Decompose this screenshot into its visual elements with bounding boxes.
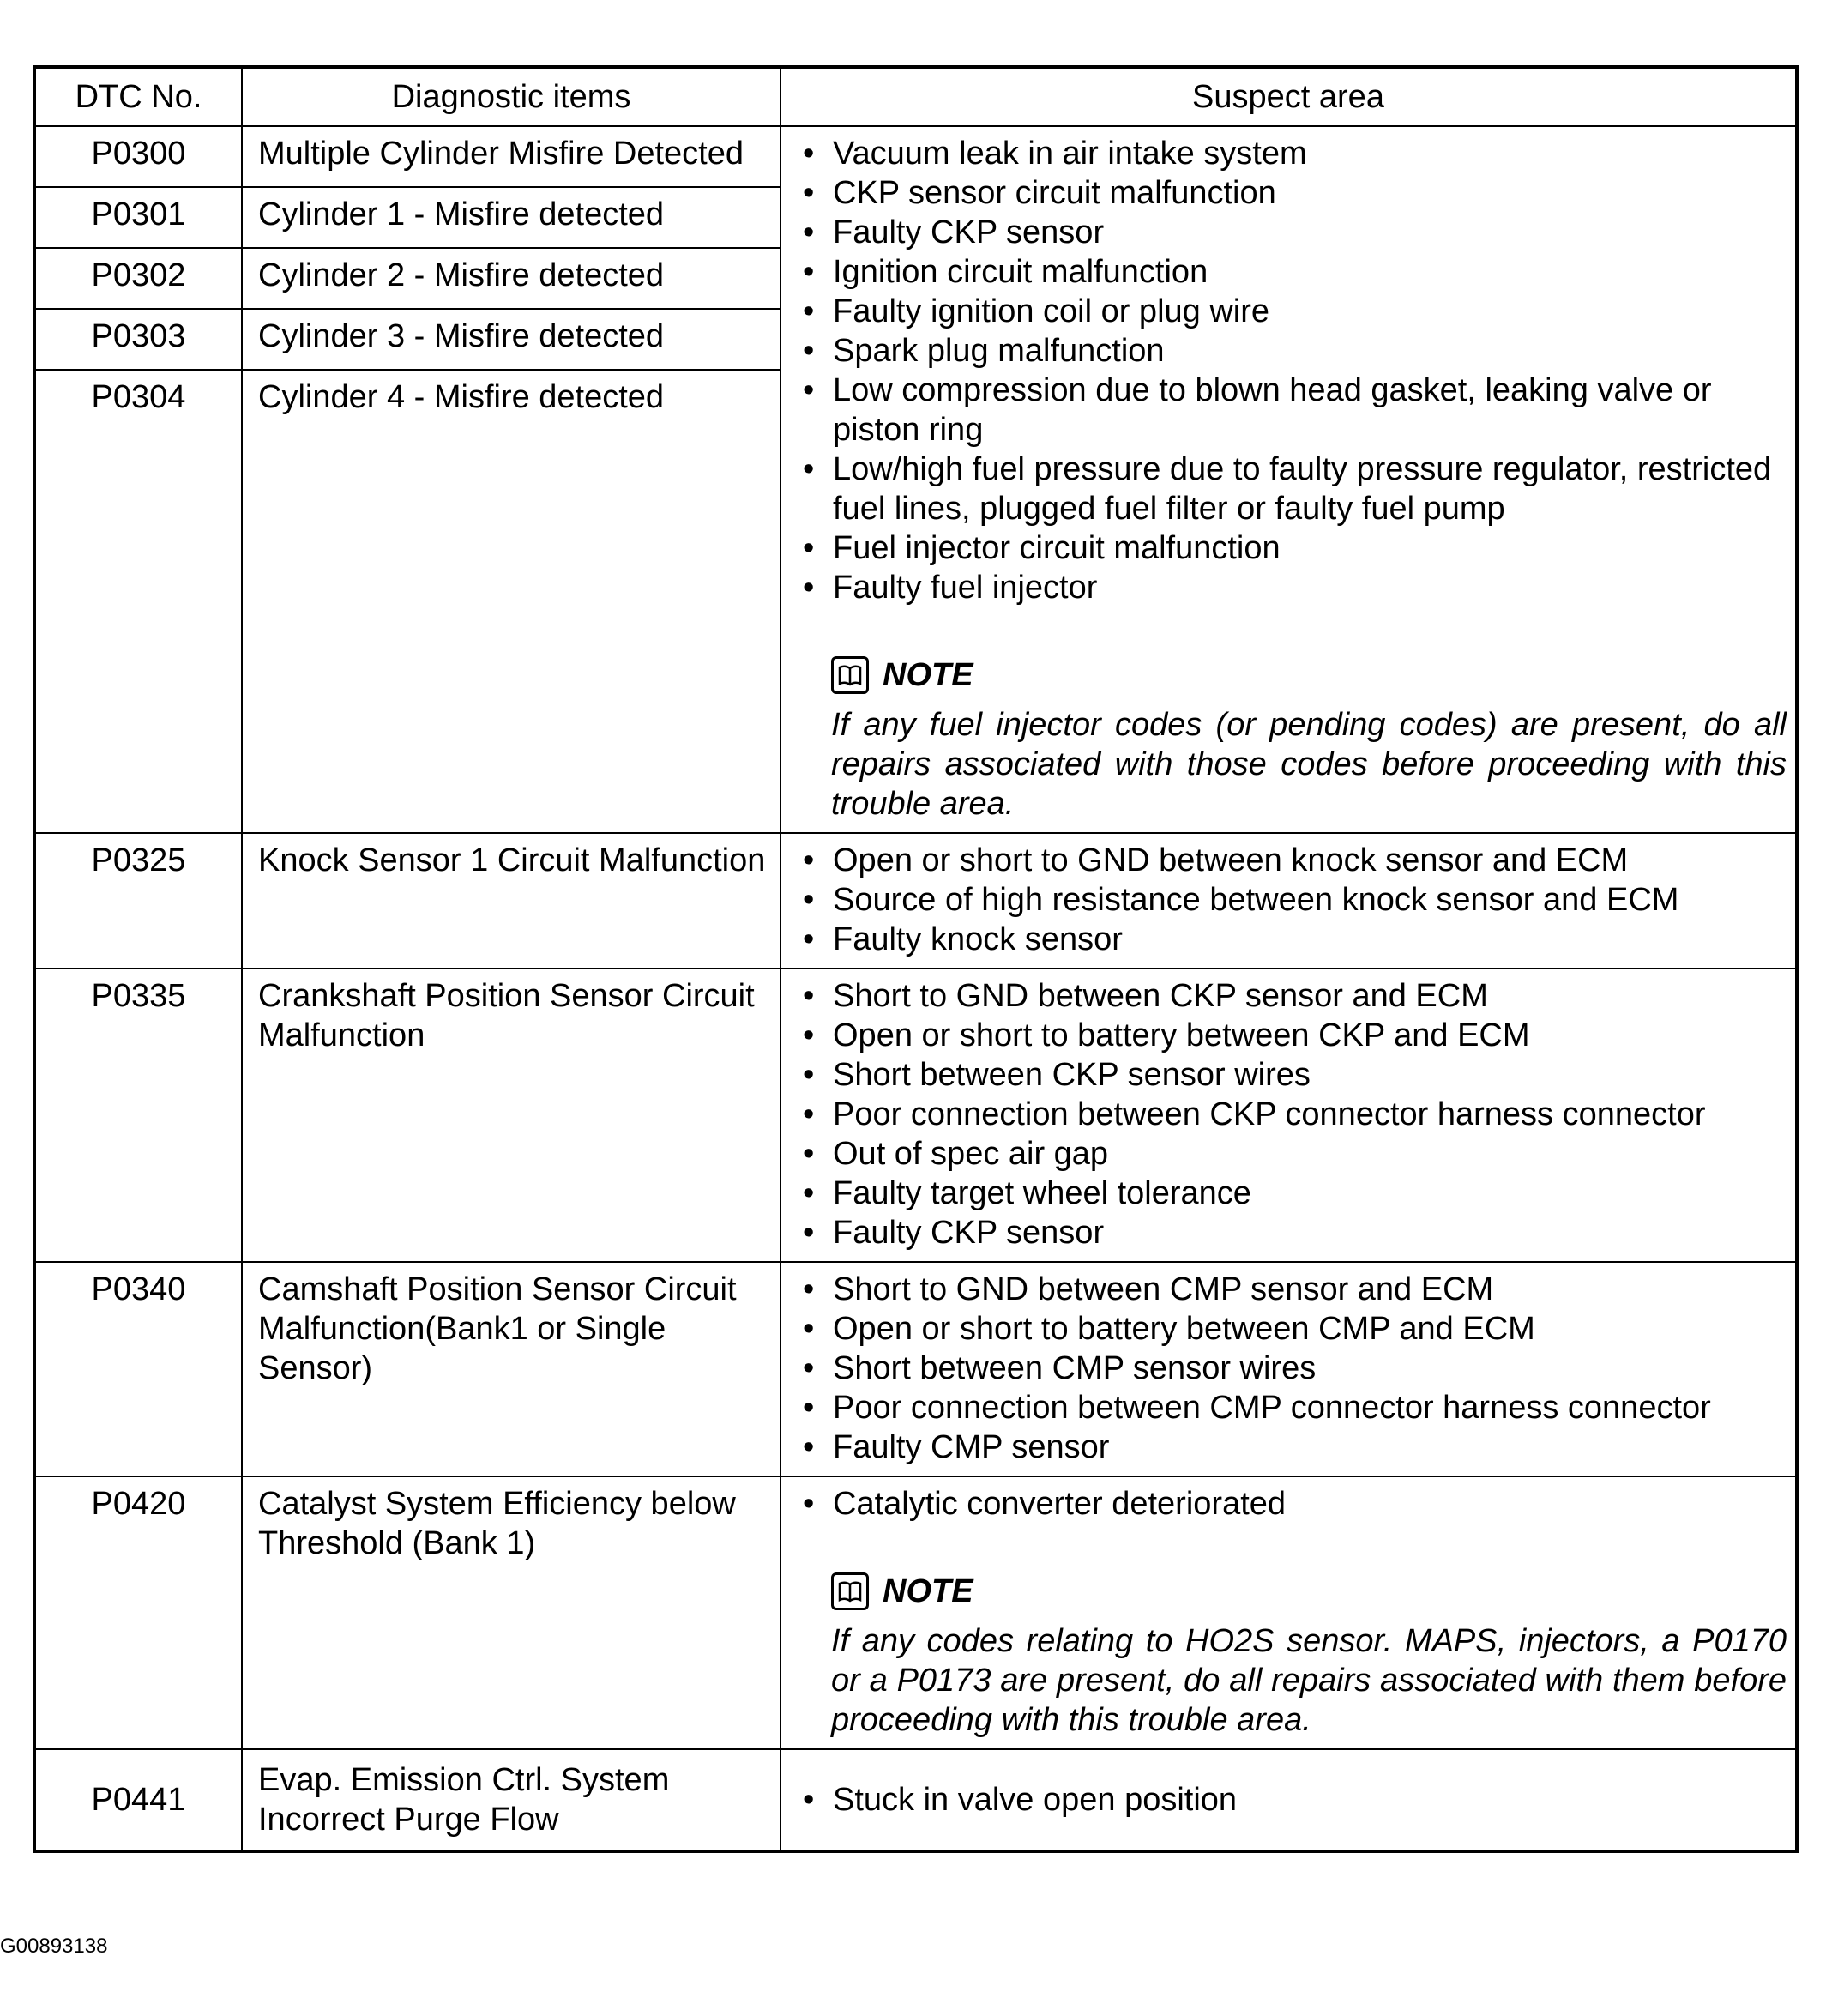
list-item: • Faulty target wheel tolerance — [798, 1174, 1787, 1213]
dtc-code: P0420 — [34, 1476, 242, 1749]
diagnostic-item: Multiple Cylinder Misfire Detected — [242, 126, 780, 187]
header-suspect-area: Suspect area — [780, 67, 1797, 126]
table-row — [34, 969, 1797, 1262]
suspect-area — [780, 969, 1797, 1262]
list-item: • Fuel injector circuit malfunction — [798, 528, 1787, 568]
book-icon — [831, 656, 869, 694]
diagnostic-item: Knock Sensor 1 Circuit Malfunction — [242, 833, 780, 969]
list-item: • CKP sensor circuit malfunction — [798, 173, 1787, 213]
note-text: If any fuel injector codes (or pending codes) are present, do all repairs associated with those codes before proceeding with this trouble area. — [831, 707, 1787, 822]
suspect-area — [780, 1749, 1797, 1851]
list-item: • Faulty ignition coil or plug wire — [798, 292, 1787, 331]
list-item: • Short to GND between CKP sensor and ECM — [798, 976, 1787, 1016]
suspect-list — [798, 1270, 1787, 1467]
list-item: • Ignition circuit malfunction — [798, 252, 1787, 292]
note-title: NOTE — [883, 657, 973, 693]
suspect-list — [798, 1780, 1787, 1820]
header-dtc-no: DTC No. — [34, 67, 242, 126]
dtc-code: P0302 — [34, 248, 242, 309]
diagnostic-item: Cylinder 4 - Misfire detected — [242, 370, 780, 833]
note-text: If any codes relating to HO2S sensor. MAPS, injectors, a P0170 or a P0173 are present, do all repairs associated with them before proceeding with this trouble area. — [831, 1623, 1787, 1738]
table-row — [34, 126, 1797, 187]
list-item: • Spark plug malfunction — [798, 331, 1787, 371]
diagnostic-item: Cylinder 1 - Misfire detected — [242, 187, 780, 248]
list-item: • Vacuum leak in air intake system — [798, 134, 1787, 173]
list-item: • Faulty CMP sensor — [798, 1427, 1787, 1467]
dtc-code: P0340 — [34, 1262, 242, 1476]
suspect-list — [798, 1484, 1787, 1524]
list-item: • Out of spec air gap — [798, 1134, 1787, 1174]
list-item: • Source of high resistance between knock sensor and ECM — [798, 880, 1787, 920]
diagnostic-item: Cylinder 2 - Misfire detected — [242, 248, 780, 309]
list-item: • Short between CKP sensor wires — [798, 1055, 1787, 1095]
diagnostic-item: Evap. Emission Ctrl. System Incorrect Purge Flow — [242, 1749, 780, 1851]
note-heading — [831, 1572, 1787, 1611]
figure-caption: G00893138 — [0, 1935, 108, 1958]
table-row — [34, 1749, 1797, 1851]
dtc-table — [33, 65, 1799, 1853]
dtc-code: P0325 — [34, 833, 242, 969]
diagnostic-item: Catalyst System Efficiency below Threshold (Bank 1) — [242, 1476, 780, 1749]
header-diagnostic-items: Diagnostic items — [242, 67, 780, 126]
suspect-area — [780, 126, 1797, 833]
list-item: • Stuck in valve open position — [798, 1780, 1787, 1820]
suspect-area — [780, 1262, 1797, 1476]
dtc-code: P0335 — [34, 969, 242, 1262]
suspect-area — [780, 1476, 1797, 1749]
header-row — [34, 67, 1797, 126]
list-item: • Open or short to battery between CMP and ECM — [798, 1309, 1787, 1349]
list-item: • Poor connection between CMP connector harness connector — [798, 1388, 1787, 1427]
dtc-code: P0301 — [34, 187, 242, 248]
table-row — [34, 1476, 1797, 1749]
suspect-list — [798, 976, 1787, 1252]
note-title: NOTE — [883, 1573, 973, 1609]
list-item: • Poor connection between CKP connector harness connector — [798, 1095, 1787, 1134]
diagnostic-item: Camshaft Position Sensor Circuit Malfunction(Bank1 or Single Sensor) — [242, 1262, 780, 1476]
list-item: • Short between CMP sensor wires — [798, 1349, 1787, 1388]
list-item: • Catalytic converter deteriorated — [798, 1484, 1787, 1524]
list-item: • Open or short to GND between knock sensor and ECM — [798, 841, 1787, 880]
list-item: • Faulty fuel injector — [798, 568, 1787, 607]
list-item: • Low compression due to blown head gasket, leaking valve or piston ring — [798, 371, 1787, 450]
note-heading — [831, 655, 1787, 695]
suspect-area — [780, 833, 1797, 969]
suspect-list — [798, 841, 1787, 959]
dtc-code: P0300 — [34, 126, 242, 187]
diagnostic-item: Cylinder 3 - Misfire detected — [242, 309, 780, 370]
list-item: • Faulty CKP sensor — [798, 213, 1787, 252]
list-item: • Short to GND between CMP sensor and ECM — [798, 1270, 1787, 1309]
diagnostic-item: Crankshaft Position Sensor Circuit Malfunction — [242, 969, 780, 1262]
dtc-code: P0304 — [34, 370, 242, 833]
dtc-code: P0303 — [34, 309, 242, 370]
list-item: • Faulty CKP sensor — [798, 1213, 1787, 1252]
dtc-code: P0441 — [34, 1749, 242, 1851]
book-icon — [831, 1572, 869, 1610]
list-item: • Open or short to battery between CKP and ECM — [798, 1016, 1787, 1055]
list-item: • Low/high fuel pressure due to faulty pressure regulator, restricted fuel lines, plugged fuel filter or faulty fuel pump — [798, 450, 1787, 528]
suspect-list — [798, 134, 1787, 607]
list-item: • Faulty knock sensor — [798, 920, 1787, 959]
table-row — [34, 1262, 1797, 1476]
table-row — [34, 833, 1797, 969]
